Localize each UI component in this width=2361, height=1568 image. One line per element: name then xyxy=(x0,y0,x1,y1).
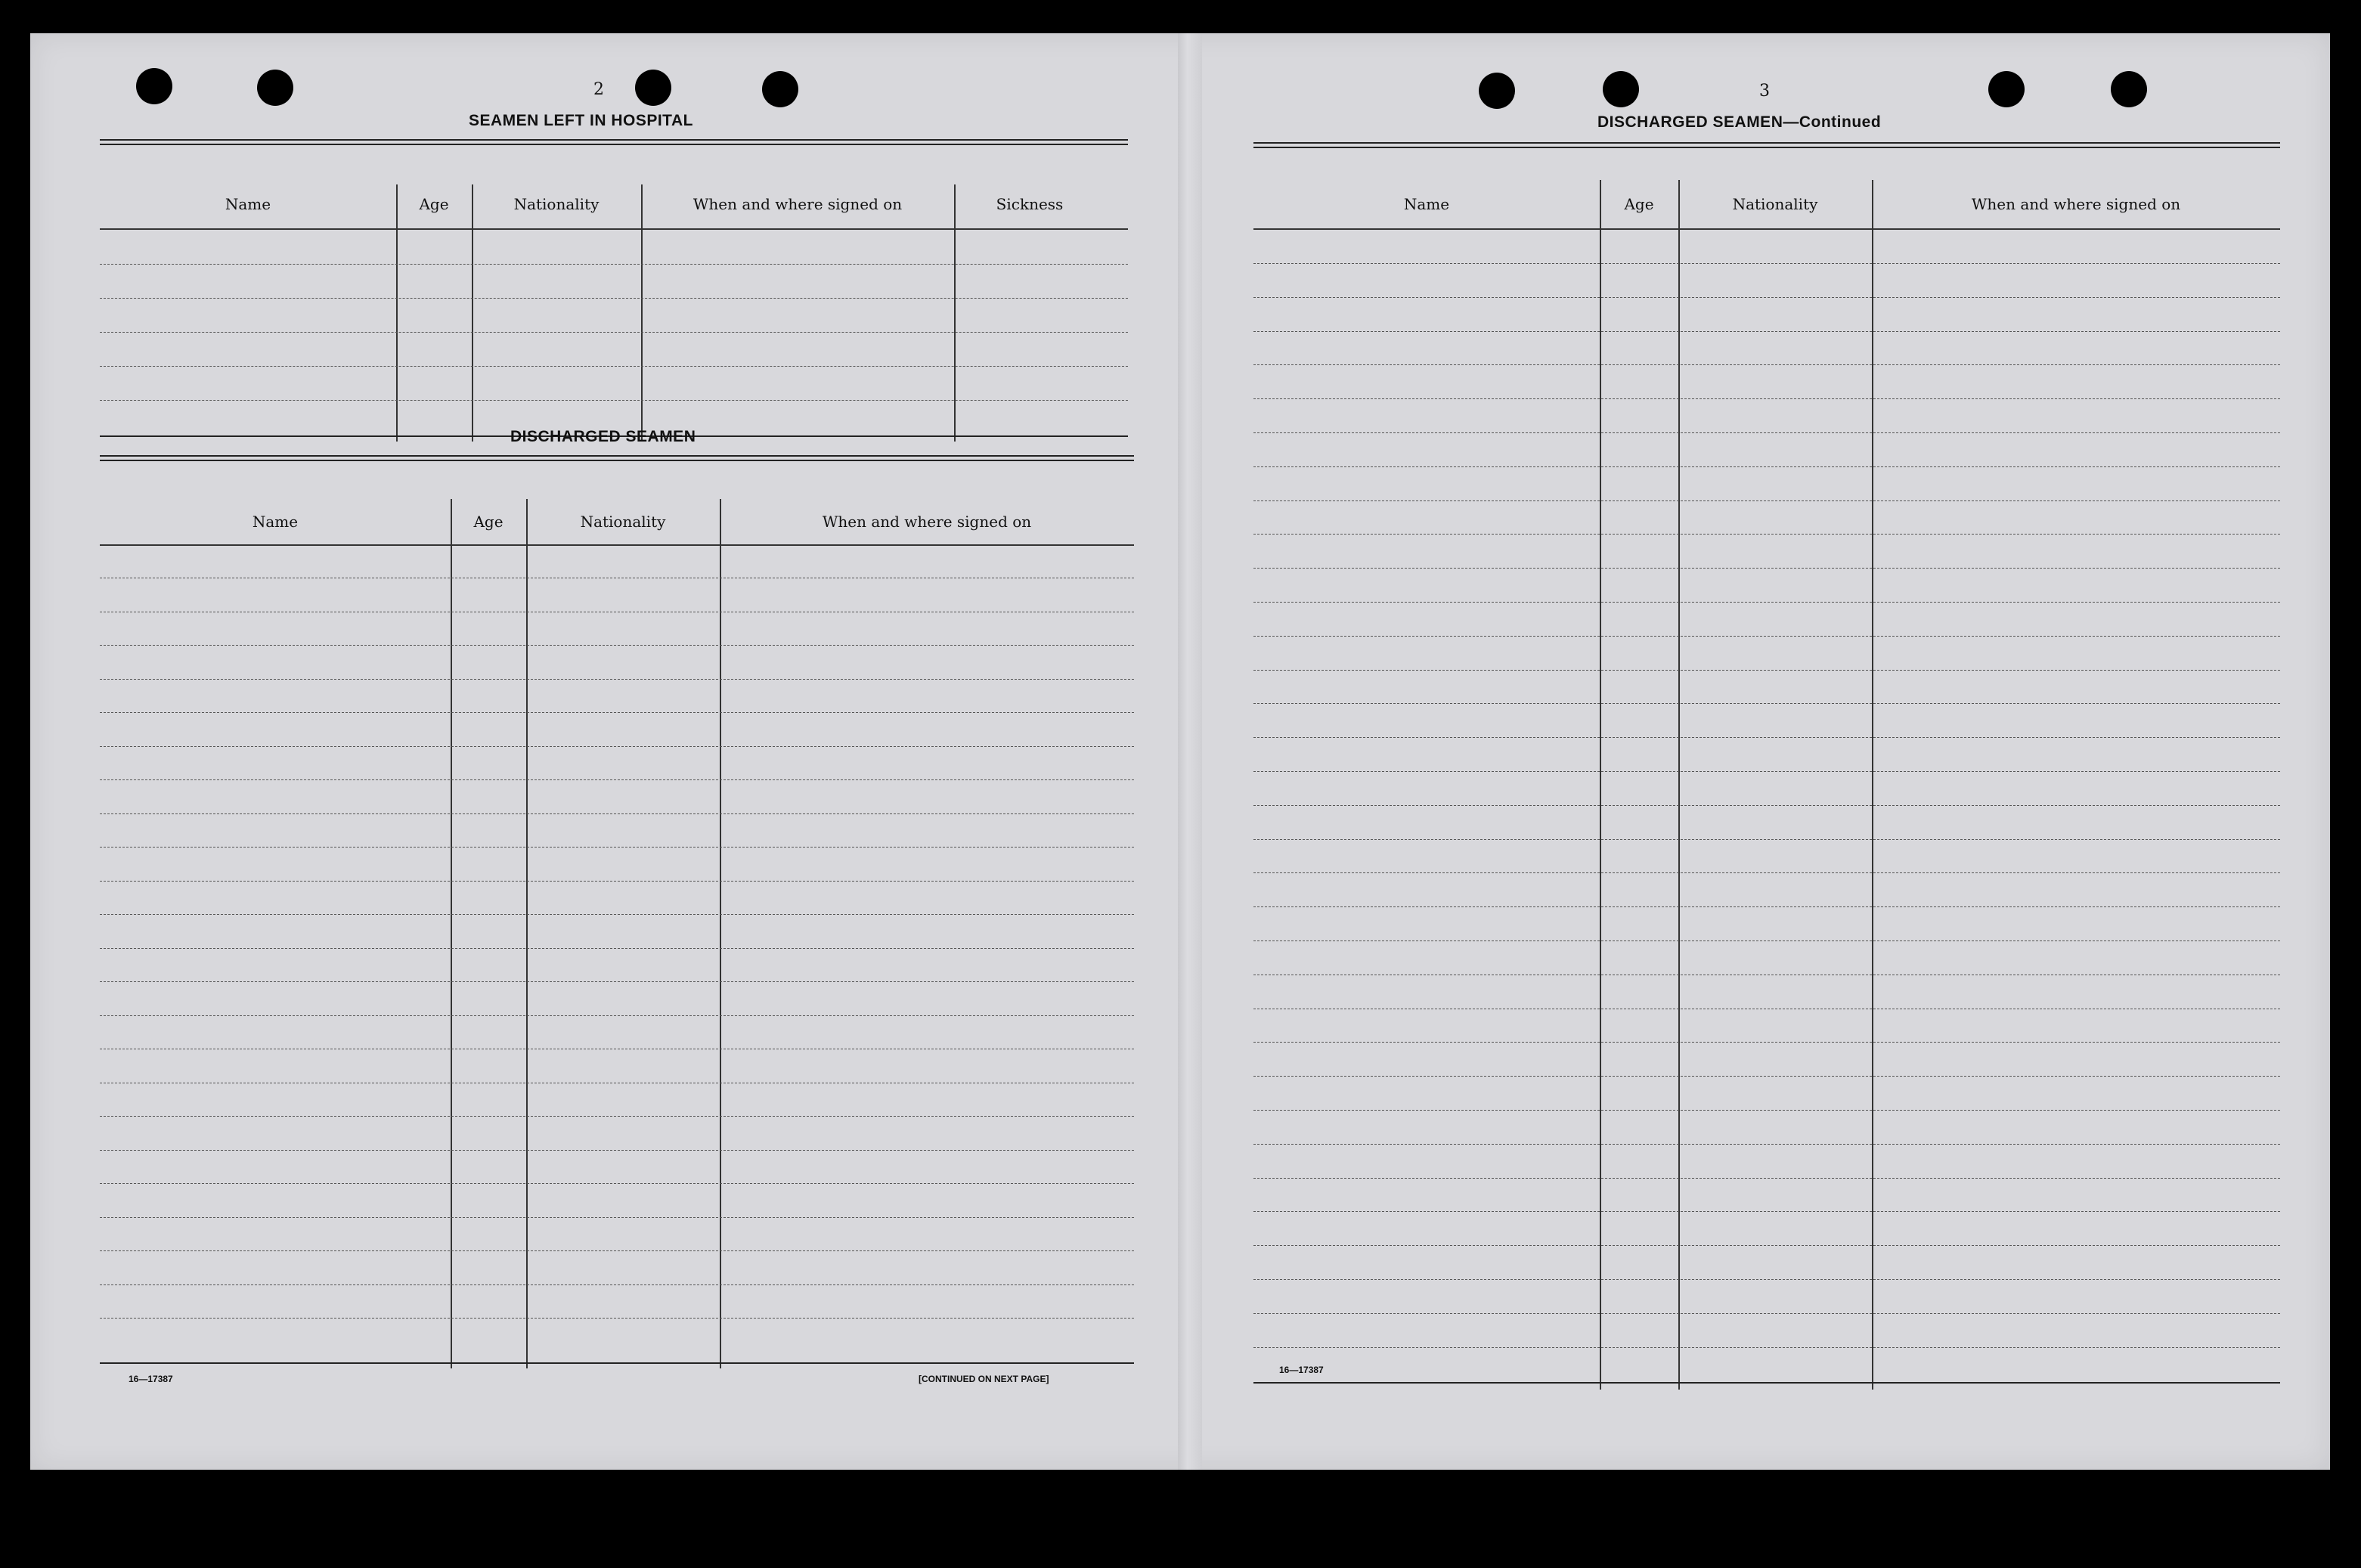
document-sheet xyxy=(30,33,2330,1470)
hospital-table xyxy=(100,139,1128,442)
table-row xyxy=(1253,534,2280,535)
page-number-right: 3 xyxy=(1759,82,1770,101)
table-row xyxy=(100,914,1134,915)
column-header-sickness: Sickness xyxy=(996,195,1064,213)
table-row xyxy=(100,981,1134,982)
table-row xyxy=(100,645,1134,646)
table-row xyxy=(1253,636,2280,637)
table-row xyxy=(1253,1279,2280,1280)
table-row xyxy=(1253,940,2280,941)
table-row xyxy=(1253,1110,2280,1111)
punch-hole xyxy=(1479,73,1515,109)
table-row xyxy=(1253,670,2280,671)
table-row xyxy=(100,1116,1134,1117)
column-header-nationality: Nationality xyxy=(1732,195,1818,213)
table-row xyxy=(1253,771,2280,772)
table-row xyxy=(1253,1211,2280,1212)
punch-hole xyxy=(1988,71,2025,107)
table-row xyxy=(1253,839,2280,840)
table-row xyxy=(100,1217,1134,1218)
table-row xyxy=(1253,805,2280,806)
column-header-nationality: Nationality xyxy=(513,195,600,213)
punch-hole xyxy=(762,71,798,107)
table-row xyxy=(1253,1245,2280,1246)
column-header-age: Age xyxy=(473,513,503,531)
table-row xyxy=(1253,500,2280,501)
discharged-table-right xyxy=(1253,142,2280,1393)
table-row xyxy=(100,332,1128,333)
column-header-signed-on: When and where signed on xyxy=(1971,195,2181,213)
table-row xyxy=(1253,1347,2280,1348)
table-row xyxy=(100,679,1134,680)
table-row xyxy=(1253,906,2280,907)
discharged-table-left xyxy=(100,455,1134,1370)
column-header-nationality: Nationality xyxy=(580,513,666,531)
column-header-name: Name xyxy=(252,513,299,531)
column-header-age: Age xyxy=(419,195,449,213)
punch-hole xyxy=(2111,71,2147,107)
table-row xyxy=(1253,872,2280,873)
table-row xyxy=(100,1150,1134,1151)
column-header-signed-on: When and where signed on xyxy=(822,513,1032,531)
table-row xyxy=(1253,466,2280,467)
form-number-right: 16—17387 xyxy=(1279,1365,1324,1375)
form-number-left: 16—17387 xyxy=(129,1374,173,1384)
table-row xyxy=(100,1318,1134,1319)
discharged-section-title: DISCHARGED SEAMEN xyxy=(510,428,696,445)
table-row xyxy=(1253,1313,2280,1314)
table-row xyxy=(1253,1042,2280,1043)
table-row xyxy=(1253,1144,2280,1145)
punch-hole xyxy=(136,68,172,104)
table-row xyxy=(1253,364,2280,365)
table-row xyxy=(100,813,1134,814)
hospital-section-title: SEAMEN LEFT IN HOSPITAL xyxy=(469,112,693,129)
table-row xyxy=(100,298,1128,299)
table-row xyxy=(100,1015,1134,1016)
table-row xyxy=(100,847,1134,848)
table-row xyxy=(1253,432,2280,433)
discharged-continued-title: DISCHARGED SEAMEN—Continued xyxy=(1597,113,1882,131)
table-row xyxy=(100,779,1134,780)
table-row xyxy=(1253,568,2280,569)
column-header-name: Name xyxy=(1403,195,1450,213)
column-header-signed-on: When and where signed on xyxy=(692,195,903,213)
table-row xyxy=(100,366,1128,367)
table-row xyxy=(100,712,1134,713)
table-row xyxy=(100,746,1134,747)
table-row xyxy=(1253,703,2280,704)
table-row xyxy=(100,1284,1134,1285)
table-row xyxy=(1253,398,2280,399)
column-header-age: Age xyxy=(1624,195,1654,213)
table-row xyxy=(1253,263,2280,264)
punch-hole xyxy=(1603,71,1639,107)
page-fold xyxy=(1178,33,1202,1470)
table-row xyxy=(100,1250,1134,1251)
page-number-left: 2 xyxy=(593,80,604,99)
table-row xyxy=(1253,602,2280,603)
table-row xyxy=(1253,737,2280,738)
table-row xyxy=(100,400,1128,401)
table-row xyxy=(100,264,1128,265)
punch-hole xyxy=(257,70,293,106)
table-row xyxy=(100,1183,1134,1184)
column-header-name: Name xyxy=(225,195,271,213)
table-row xyxy=(1253,331,2280,332)
continued-note: [CONTINUED ON NEXT PAGE] xyxy=(919,1374,1049,1384)
table-row xyxy=(100,881,1134,882)
table-row xyxy=(1253,297,2280,298)
table-row xyxy=(1253,1178,2280,1179)
table-row xyxy=(1253,1076,2280,1077)
punch-hole xyxy=(635,70,671,106)
table-row xyxy=(100,948,1134,949)
